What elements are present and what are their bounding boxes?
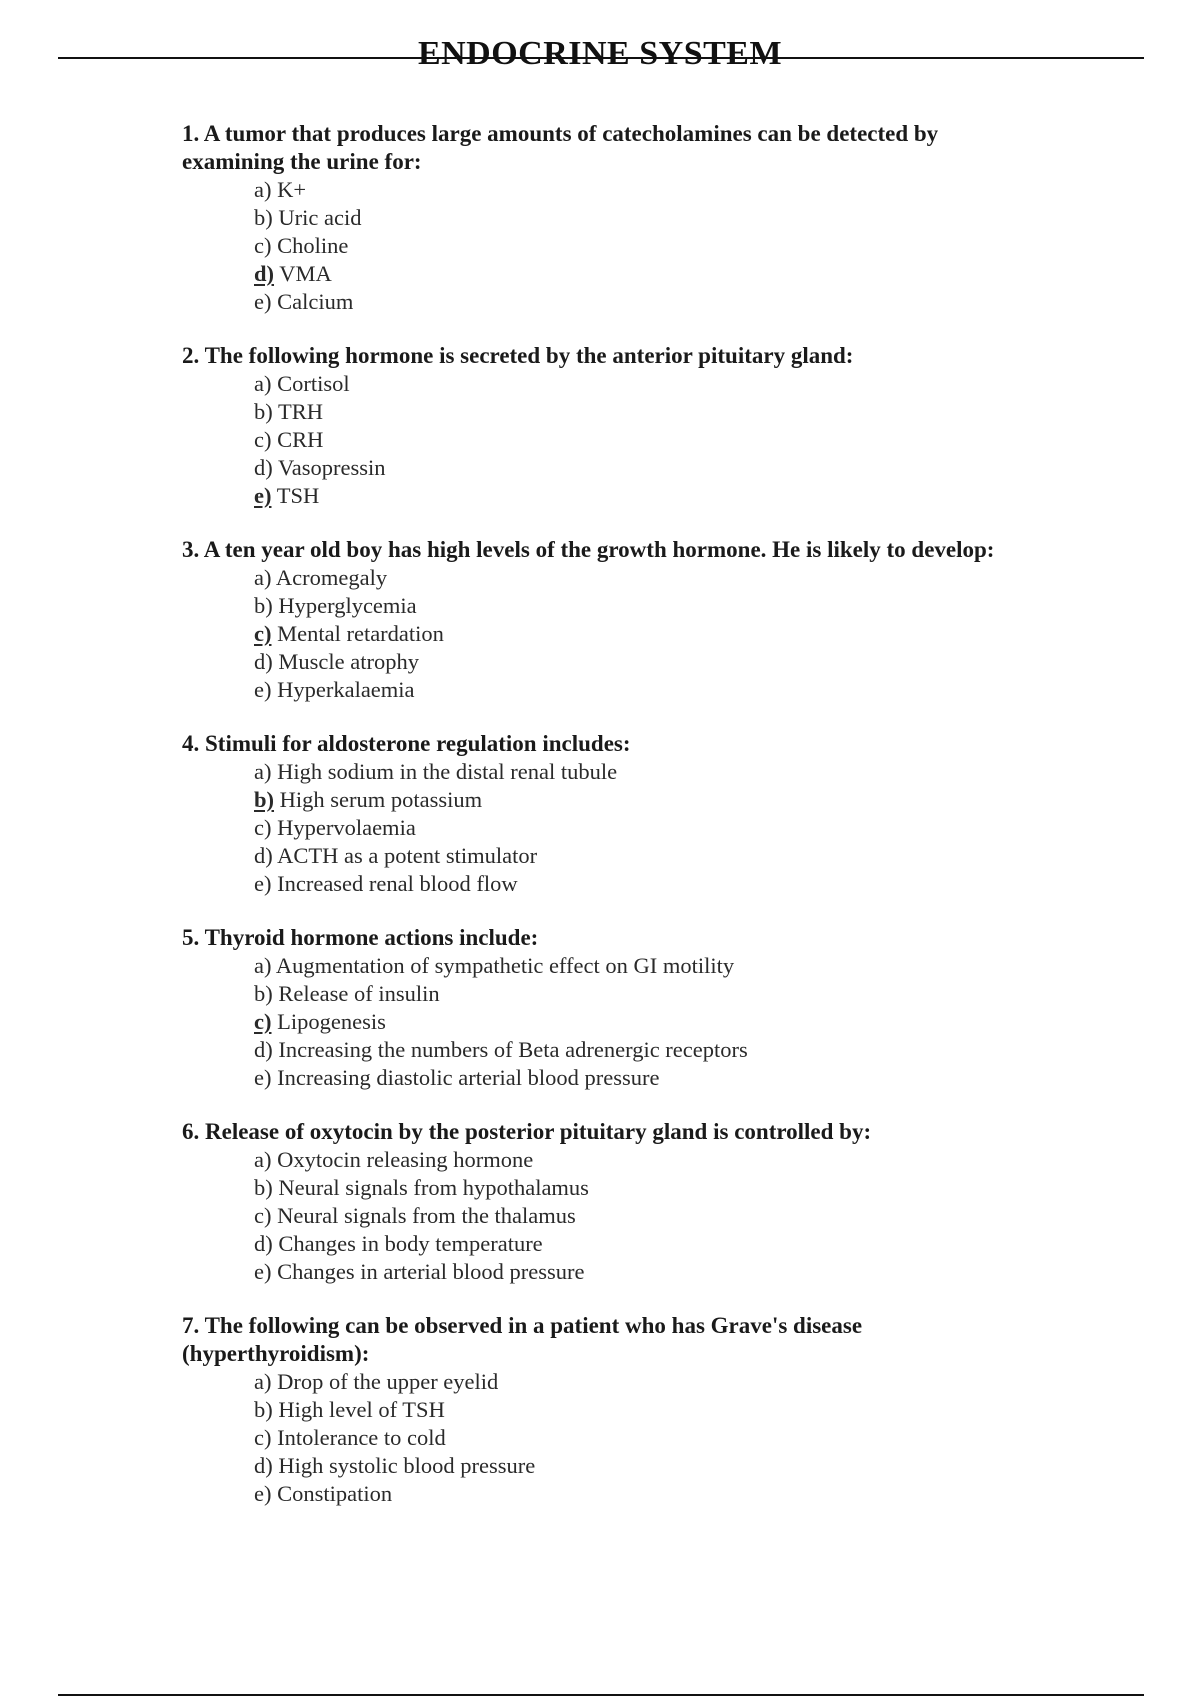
option-item <box>254 1202 1022 1230</box>
option-item <box>254 288 1022 316</box>
question-text: 7. The following can be observed in a patient who has Grave's disease (hyperthyroidism): <box>182 1313 863 1366</box>
option-item <box>254 952 1022 980</box>
option-item <box>254 1396 1022 1424</box>
question-5 <box>182 924 1022 1092</box>
option-text: Hyperkalaemia <box>277 677 415 702</box>
option-letter: d) <box>254 1231 273 1256</box>
option-text: High level of TSH <box>278 1397 445 1422</box>
option-list <box>182 370 1022 510</box>
question-text: 3. A ten year old boy has high levels of the growth hormone. He is likely to develop: <box>182 537 995 562</box>
option-text: Intolerance to cold <box>277 1425 446 1450</box>
option-item <box>254 1174 1022 1202</box>
option-item <box>254 482 1022 510</box>
option-list <box>182 564 1022 704</box>
option-item <box>254 454 1022 482</box>
option-text: Constipation <box>277 1481 393 1506</box>
option-letter: a) <box>254 953 272 978</box>
option-item <box>254 232 1022 260</box>
option-letter: d) <box>254 1453 273 1478</box>
option-item <box>254 176 1022 204</box>
question-3 <box>182 536 1022 704</box>
option-text: Cortisol <box>277 371 350 396</box>
option-letter: c) <box>254 427 272 452</box>
option-item <box>254 1452 1022 1480</box>
page-title-text: ENDOCRINE SYSTEM <box>417 35 783 72</box>
option-text: Acromegaly <box>275 565 388 590</box>
option-item <box>254 204 1022 232</box>
option-text: Vasopressin <box>277 455 386 480</box>
option-item <box>254 1258 1022 1286</box>
page-title <box>0 34 1200 74</box>
option-text: Uric acid <box>278 205 362 230</box>
option-text: High serum potassium <box>279 787 483 812</box>
option-text: Neural signals from the thalamus <box>277 1203 576 1228</box>
option-letter: e) <box>254 871 272 896</box>
option-item <box>254 592 1022 620</box>
option-letter: b) <box>254 593 273 618</box>
option-list <box>182 1368 1022 1508</box>
question-text: 4. Stimuli for aldosterone regulation includes: <box>182 731 631 756</box>
question-7 <box>182 1312 1022 1508</box>
option-letter: a) <box>254 371 272 396</box>
question-4 <box>182 730 1022 898</box>
option-letter: b) <box>254 399 273 424</box>
option-text: Increasing diastolic arterial blood pressure <box>277 1065 660 1090</box>
option-letter: a) <box>254 565 272 590</box>
option-text: Neural signals from hypothalamus <box>278 1175 589 1200</box>
option-text: Increasing the numbers of Beta adrenergic receptors <box>278 1037 748 1062</box>
option-letter: c) <box>254 815 272 840</box>
option-list <box>182 758 1022 898</box>
option-letter: b) <box>254 981 273 1006</box>
option-text: Drop of the upper eyelid <box>277 1369 499 1394</box>
option-item <box>254 1008 1022 1036</box>
option-letter: e) <box>254 677 272 702</box>
option-text: Release of insulin <box>278 981 440 1006</box>
option-item <box>254 1480 1022 1508</box>
option-item <box>254 370 1022 398</box>
option-letter: a) <box>254 759 272 784</box>
option-item <box>254 1230 1022 1258</box>
option-text: Lipogenesis <box>277 1009 386 1034</box>
option-item <box>254 260 1022 288</box>
option-text: Mental retardation <box>277 621 444 646</box>
correct-answer-letter: b) <box>254 787 275 812</box>
option-letter: b) <box>254 205 273 230</box>
option-text: K+ <box>277 177 307 202</box>
question-text: 1. A tumor that produces large amounts of catecholamines can be detected by examining the urine for: <box>182 121 939 174</box>
option-letter: c) <box>254 1425 272 1450</box>
option-item <box>254 870 1022 898</box>
question-text: 5. Thyroid hormone actions include: <box>182 925 539 950</box>
option-text: CRH <box>277 427 324 452</box>
option-item <box>254 1036 1022 1064</box>
option-letter: e) <box>254 289 272 314</box>
option-text: ACTH as a potent stimulator <box>277 843 538 868</box>
option-item <box>254 980 1022 1008</box>
option-item <box>254 564 1022 592</box>
option-letter: c) <box>254 233 272 258</box>
option-letter: d) <box>254 455 273 480</box>
option-text: Calcium <box>277 289 354 314</box>
option-text: Increased renal blood flow <box>277 871 518 896</box>
option-letter: c) <box>254 1203 272 1228</box>
option-text: High sodium in the distal renal tubule <box>277 759 618 784</box>
option-text: Changes in arterial blood pressure <box>277 1259 585 1284</box>
option-item <box>254 398 1022 426</box>
bottom-rule <box>58 1694 1144 1696</box>
option-item <box>254 1146 1022 1174</box>
option-list <box>182 952 1022 1092</box>
option-letter: e) <box>254 1481 272 1506</box>
option-item <box>254 1064 1022 1092</box>
option-text: Hypervolaemia <box>277 815 416 840</box>
option-text: Augmentation of sympathetic effect on GI motility <box>275 953 735 978</box>
correct-answer-letter: e) <box>254 483 272 508</box>
question-1 <box>182 120 1022 316</box>
option-list <box>182 1146 1022 1286</box>
option-text: Choline <box>277 233 349 258</box>
correct-answer-letter: c) <box>254 1009 272 1034</box>
question-list <box>182 120 1022 1534</box>
option-letter: d) <box>254 1037 273 1062</box>
option-item <box>254 676 1022 704</box>
option-text: High systolic blood pressure <box>278 1453 536 1478</box>
option-list <box>182 176 1022 316</box>
option-text: TSH <box>276 483 320 508</box>
option-letter: d) <box>254 649 273 674</box>
question-text: 2. The following hormone is secreted by the anterior pituitary gland: <box>182 343 854 368</box>
option-text: Muscle atrophy <box>278 649 419 674</box>
option-letter: e) <box>254 1259 272 1284</box>
option-text: TRH <box>277 399 323 424</box>
question-2 <box>182 342 1022 510</box>
option-item <box>254 1424 1022 1452</box>
correct-answer-letter: d) <box>254 261 275 286</box>
option-item <box>254 620 1022 648</box>
option-item <box>254 842 1022 870</box>
option-letter: a) <box>254 1147 272 1172</box>
option-text: Changes in body temperature <box>278 1231 543 1256</box>
question-6 <box>182 1118 1022 1286</box>
option-letter: a) <box>254 177 272 202</box>
option-letter: b) <box>254 1175 273 1200</box>
correct-answer-letter: c) <box>254 621 272 646</box>
option-item <box>254 1368 1022 1396</box>
option-item <box>254 814 1022 842</box>
option-letter: b) <box>254 1397 273 1422</box>
option-text: Oxytocin releasing hormone <box>277 1147 534 1172</box>
question-text: 6. Release of oxytocin by the posterior pituitary gland is controlled by: <box>182 1119 872 1144</box>
option-item <box>254 426 1022 454</box>
option-item <box>254 786 1022 814</box>
option-text: Hyperglycemia <box>278 593 417 618</box>
option-letter: e) <box>254 1065 272 1090</box>
option-letter: a) <box>254 1369 272 1394</box>
option-text: VMA <box>279 261 332 286</box>
option-item <box>254 758 1022 786</box>
option-item <box>254 648 1022 676</box>
option-letter: d) <box>254 843 273 868</box>
